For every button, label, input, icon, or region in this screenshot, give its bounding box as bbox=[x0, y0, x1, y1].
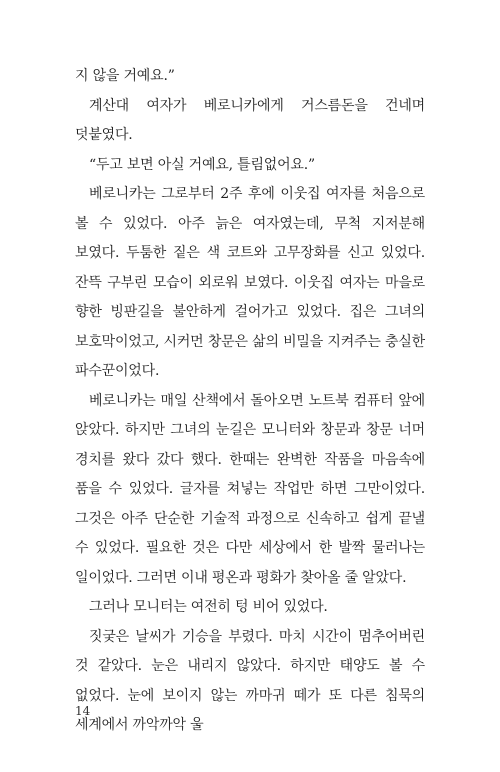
page-number: 14 bbox=[75, 704, 91, 718]
paragraph-7: 짓궂은 날씨가 기승을 부렸다. 마치 시간이 멈추어버린 것 같았다. 눈은 내리지 않았다. 하지만 태양도 볼 수 없었다. 눈에 보이지 않는 까마귀 떼가 또 다른 침묵의 세계에서 까악까악 울 bbox=[75, 628, 425, 733]
paragraph-6: 그러나 모니터는 여전히 텅 비어 있었다. bbox=[89, 599, 328, 615]
body-text bbox=[75, 62, 425, 741]
paragraph-4: 베로니카는 그로부터 2주 후에 이웃집 여자를 처음으로 볼 수 있었다. 아주 늙은 여자였는데, 무척 지저분해 보였다. 두툼한 짙은 색 코트와 고무장화를 신고 있었다. 잔뜩 구부린 모습이 외로워 보였다. 이웃집 여자는 마을로 향한 빙판길을 불안하게 걸어가고 있었다. 집은 그녀의 보호막이었고, 시커먼 창문은 삶의 비밀을 지켜주는 충실한 파수꾼이었다. bbox=[75, 186, 425, 379]
paragraph-2: 계산대 여자가 베로니카에게 거스름돈을 건네며 덧붙였다. bbox=[75, 97, 425, 143]
paragraph-3: “두고 보면 아실 거예요, 틀림없어요.” bbox=[89, 156, 315, 173]
paragraph-5: 베로니카는 매일 산책에서 돌아오면 노트북 컴퓨터 앞에 앉았다. 하지만 그녀의 눈길은 모니터와 창문과 창문 너머 경치를 왔다 갔다 했다. 한때는 완벽한 작품을 마음속에 품을 수 있었다. 글자를 쳐넣는 작업만 하면 그만이었다. 그것은 아주 단순한 기술적 과정으로 신속하고 쉽게 끝낼 수 있었다. 필요한 것은 다만 세상에서 한 발짝 물러나는 일이었다. 그러면 이내 평온과 평화가 찾아올 줄 알았다. bbox=[75, 392, 425, 586]
paragraph-1: 지 않을 거예요.” bbox=[75, 68, 175, 84]
